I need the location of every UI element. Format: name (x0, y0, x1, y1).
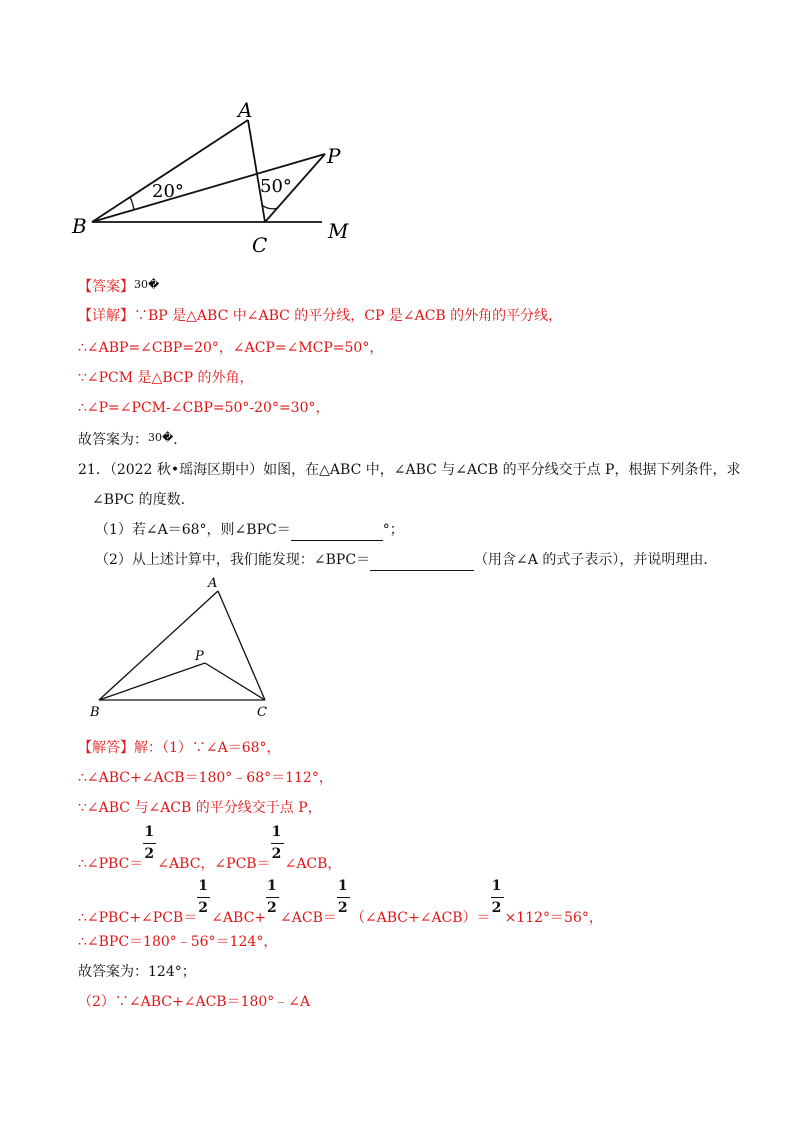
figure-2-triangle (85, 575, 285, 720)
question-21-line-1 (78, 460, 740, 480)
segment-AC (248, 120, 265, 222)
label-P-2: P (195, 649, 204, 664)
final-suffix: . (173, 432, 178, 448)
line4-part-d: （∠ABC+∠ACB）＝ (350, 910, 491, 926)
detail-tag: 【详解】 (78, 308, 134, 324)
segment-PC-2 (205, 663, 265, 700)
part1-suffix: °； (382, 522, 404, 538)
segment-BA (92, 120, 248, 222)
solution2-line-intro (78, 738, 281, 758)
question-number: 21． (78, 462, 110, 478)
solution2-line-5: ∴∠BPC＝180°﹣56°＝124°， (78, 934, 278, 950)
arc-angle-B (130, 197, 134, 210)
question-21-part-2 (95, 550, 717, 571)
label-A-2: A (208, 576, 218, 591)
label-M: M (328, 219, 349, 243)
detail-text-1: ∵BP 是△ABC 中∠ABC 的平分线，CP 是∠ACB 的外角的平分线， (134, 308, 563, 324)
part1-blank[interactable] (291, 520, 383, 541)
part2-blank[interactable] (370, 550, 474, 571)
final-answer-1 (78, 428, 178, 450)
label-B: B (72, 214, 87, 238)
line3-part-a: ∴∠PBC＝ (78, 856, 144, 872)
answer-tag: 【答案】 (78, 279, 134, 295)
figure-1-triangle (60, 95, 360, 255)
part2-suffix: （用含∠A 的式子表示），并说明理由． (474, 552, 718, 568)
solution2-line-1: ∴∠ABC+∠ACB＝180°﹣68°＝112°， (78, 770, 333, 786)
fraction-one-half: $\frac{1}{2}$ (491, 902, 505, 922)
line3-part-b: ∠ABC，∠PCB＝ (157, 856, 271, 872)
line4-part-c: ∠ACB＝ (280, 910, 337, 926)
question-21-part-1 (95, 520, 404, 541)
label-B-2: B (90, 705, 100, 720)
final-prefix: 故答案为： (78, 432, 148, 448)
fraction-one-half: $\frac{1}{2}$ (197, 902, 211, 922)
segment-BP-2 (99, 663, 205, 700)
solution2-intro: 解：（1）∵∠A＝68°， (134, 740, 281, 756)
detail-line-2: ∴∠ABP=∠CBP=20°，∠ACP=∠MCP=50°， (78, 340, 384, 356)
fraction-one-half: $\frac{1}{2}$ (337, 902, 351, 922)
angle-label-20: 20° (152, 181, 184, 202)
fraction-one-half: $\frac{1}{2}$ (266, 902, 280, 922)
solution2-final: 故答案为：124°； (78, 964, 196, 980)
answer-value: 30� (134, 278, 160, 291)
arc-angle-C (262, 205, 278, 209)
line4-part-a: ∴∠PBC+∠PCB＝ (78, 910, 198, 926)
fraction-one-half: $\frac{1}{2}$ (143, 848, 157, 868)
angle-label-50: 50° (260, 176, 292, 197)
detail-line-1 (78, 306, 562, 326)
solution2-tag: 【解答】 (78, 740, 134, 756)
line4-part-e: ×112°＝56°， (504, 910, 603, 926)
fraction-one-half: $\frac{1}{2}$ (271, 848, 285, 868)
label-C-2: C (257, 705, 267, 720)
part1-prefix: （1）若∠A＝68°，则∠BPC＝ (95, 522, 291, 538)
final-value: 30� (148, 431, 174, 444)
label-C: C (252, 233, 268, 255)
detail-line-3: ∵∠PCM 是△BCP 的外角， (78, 370, 254, 386)
solution2-line-3 (78, 824, 342, 874)
label-P: P (327, 144, 341, 168)
solution2-line-2: ∵∠ABC 与∠ACB 的平分线交于点 P， (78, 800, 322, 816)
label-A: A (238, 98, 253, 122)
part2-prefix: （2）从上述计算中，我们能发现：∠BPC＝ (95, 552, 371, 568)
question-21-line-2: ∠BPC 的度数． (92, 492, 195, 508)
segment-AC-2 (218, 591, 265, 700)
solution2-part2: （2）∵∠ABC+∠ACB＝180°﹣∠A (78, 994, 311, 1010)
answer-line (78, 275, 159, 297)
question-text: （2022 秋•瑶海区期中）如图，在△ABC 中，∠ABC 与∠ACB 的平分线交于点 P，根据下列条件，求 (109, 462, 741, 478)
line3-part-c: ∠ACB， (284, 856, 342, 872)
solution2-line-4 (78, 878, 603, 928)
line4-part-b: ∠ABC+ (211, 910, 267, 926)
segment-BA-2 (99, 591, 218, 700)
detail-line-4: ∴∠P=∠PCM-∠CBP=50°-20°=30°， (78, 400, 330, 416)
